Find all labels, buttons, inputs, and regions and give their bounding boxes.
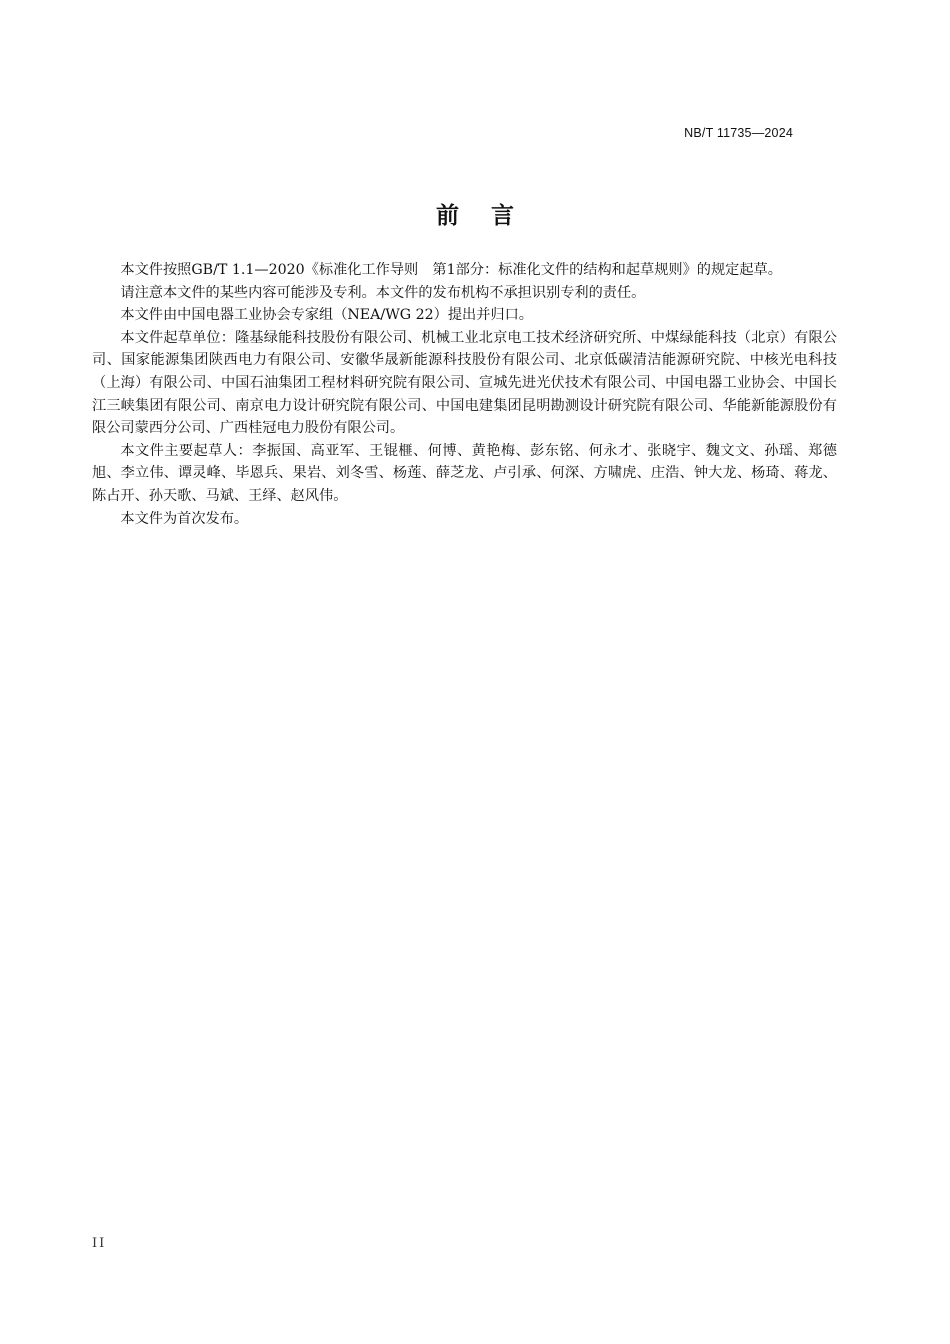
paragraph-drafters: 本文件主要起草人：李振国、高亚军、王锟榧、何博、黄艳梅、彭东铭、何永才、张晓宇、魏文文、孙瑶、郑德旭、李立伟、谭灵峰、毕恩兵、果岩、刘冬雪、杨莲、薛芝龙、卢引承、何深、方啸虎、庄浩、钟大龙、杨琦、蒋龙、陈占开、孙天歌、马斌、王绎、赵风伟。 xyxy=(92,442,837,504)
page-title: 前言 xyxy=(436,203,546,229)
foreword-body xyxy=(92,259,837,530)
page-number: II xyxy=(92,1236,107,1251)
standard-number: NB/T 11735—2024 xyxy=(684,126,793,140)
paragraph-proposer: 本文件由中国电器工业协会专家组（NEA/WG 22）提出并归口。 xyxy=(120,307,533,324)
paragraph-drafting-rules: 本文件按照GB/T 1.1—2020《标准化工作导则 第1部分：标准化文件的结构和起草规则》的规定起草。 xyxy=(120,262,782,278)
paragraph-first-release: 本文件为首次发布。 xyxy=(120,510,249,527)
paragraph-patent-notice: 请注意本文件的某些内容可能涉及专利。本文件的发布机构不承担识别专利的责任。 xyxy=(120,284,646,301)
paragraph-drafting-units: 本文件起草单位：隆基绿能科技股份有限公司、机械工业北京电工技术经济研究所、中煤绿能科技（北京）有限公司、国家能源集团陕西电力有限公司、安徽华晟新能源科技股份有限公司、北京低碳清洁能源研究院、中核光电科技（上海）有限公司、中国石油集团工程材料研究院有限公司、宣城先进光伏技术有限公司、中国电器工业协会、中国长江三峡集团有限公司、南京电力设计研究院有限公司、中国电建集团昆明勘测设计研究院有限公司、华能新能源股份有限公司蒙西分公司、广西桂冠电力股份有限公司。 xyxy=(92,329,837,437)
